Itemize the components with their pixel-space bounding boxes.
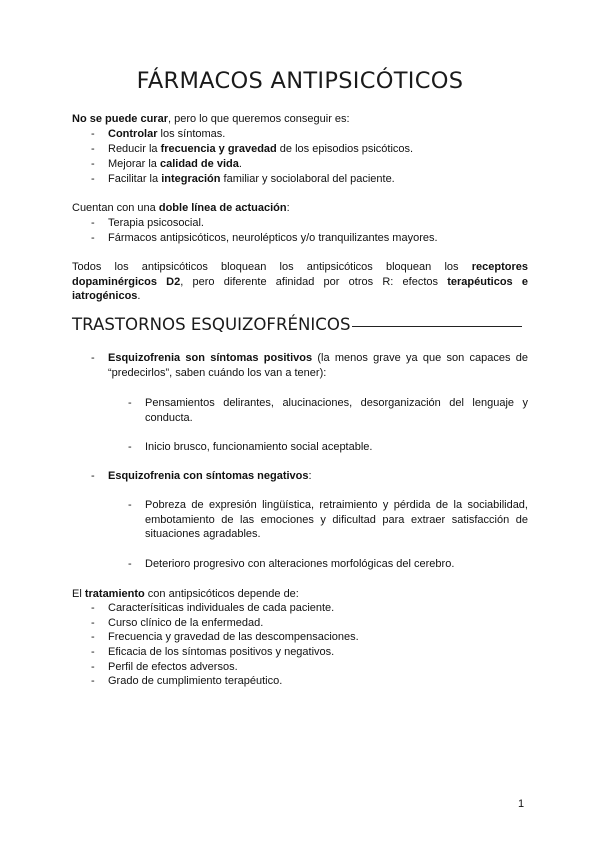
bullet-dash: -: [91, 631, 95, 643]
bullet-dash: -: [128, 441, 132, 453]
tratamiento-item: Curso clínico de la enfermedad.: [108, 617, 264, 629]
tratamiento-item: Perfil de efectos adversos.: [108, 661, 238, 673]
bullet-dash: -: [91, 352, 95, 364]
bullet-dash: -: [91, 646, 95, 658]
goal-item: Facilitar la integración familiar y sociolaboral del paciente.: [108, 173, 395, 185]
actuacion-item: Terapia psicosocial.: [108, 217, 204, 229]
bullet-dash: -: [91, 602, 95, 614]
page-number: 1: [518, 798, 525, 810]
bullet-dash: -: [91, 143, 95, 155]
actuacion-paragraph: Cuentan con una doble línea de actuación:: [72, 202, 290, 214]
bullet-dash: -: [91, 158, 95, 170]
goal-item: Controlar los síntomas.: [108, 128, 226, 140]
intro-bold: No se puede curar: [72, 113, 168, 125]
intro-paragraph: [72, 112, 528, 127]
bullet-dash: -: [91, 675, 95, 687]
receptores-paragraph: Todos los antipsicóticos bloquean los antipsicóticos bloquean los receptores dopaminérgicos D2, pero diferente afinidad por otros R: efectos terapéuticos e iatrogénicos.: [72, 261, 528, 303]
negativos-subitem: Deterioro progresivo con alteraciones morfológicas del cerebro.: [145, 558, 455, 570]
negativos-subitem: Pobreza de expresión lingüística, retraimiento y pérdida de la sociabilidad, embotamiento de las emociones y dificultad para extraer satisfacción de situaciones agradables.: [145, 499, 528, 541]
bullet-dash: -: [91, 470, 95, 482]
goal-item: Reducir la frecuencia y gravedad de los episodios psicóticos.: [108, 143, 414, 155]
positivos-subitem: Pensamientos delirantes, alucinaciones, desorganización del lenguaje y conducta.: [145, 397, 528, 424]
tratamiento-item: Eficacia de los síntomas positivos y negativos.: [108, 646, 335, 658]
bullet-dash: -: [128, 558, 132, 570]
bullet-dash: -: [91, 661, 95, 673]
tratamiento-paragraph: El tratamiento con antipsicóticos depende de:: [72, 588, 299, 600]
positivos-subitem: Inicio brusco, funcionamiento social aceptable.: [145, 441, 373, 453]
bullet-dash: -: [128, 397, 132, 409]
tratamiento-item: Caracterísiticas individuales de cada paciente.: [108, 602, 335, 614]
bullet-dash: -: [91, 617, 95, 629]
actuacion-item: Fármacos antipsicóticos, neurolépticos y/o tranquilizantes mayores.: [108, 232, 438, 244]
tratamiento-item: Frecuencia y gravedad de las descompensaciones.: [108, 631, 359, 643]
tratamiento-item: Grado de cumplimiento terapéutico.: [108, 675, 283, 687]
section-heading: TRASTORNOS ESQUIZOFRÉNICOS: [72, 315, 351, 334]
intro-text: , pero lo que queremos conseguir es:: [167, 113, 350, 125]
negativos-item: Esquizofrenia con síntomas negativos:: [108, 470, 312, 482]
bullet-dash: -: [128, 499, 132, 511]
page-title: FÁRMACOS ANTIPSICÓTICOS: [136, 68, 464, 94]
heading-rule: [352, 326, 522, 327]
positivos-item: Esquizofrenia son síntomas positivos (la menos grave ya que son capaces de “predecirlos”, saben cuándo los van a tener):: [108, 352, 528, 379]
bullet-dash: -: [91, 232, 95, 244]
bullet-dash: -: [91, 217, 95, 229]
goal-item: Mejorar la calidad de vida.: [108, 158, 242, 170]
bullet-dash: -: [91, 128, 95, 140]
bullet-dash: -: [91, 173, 95, 185]
